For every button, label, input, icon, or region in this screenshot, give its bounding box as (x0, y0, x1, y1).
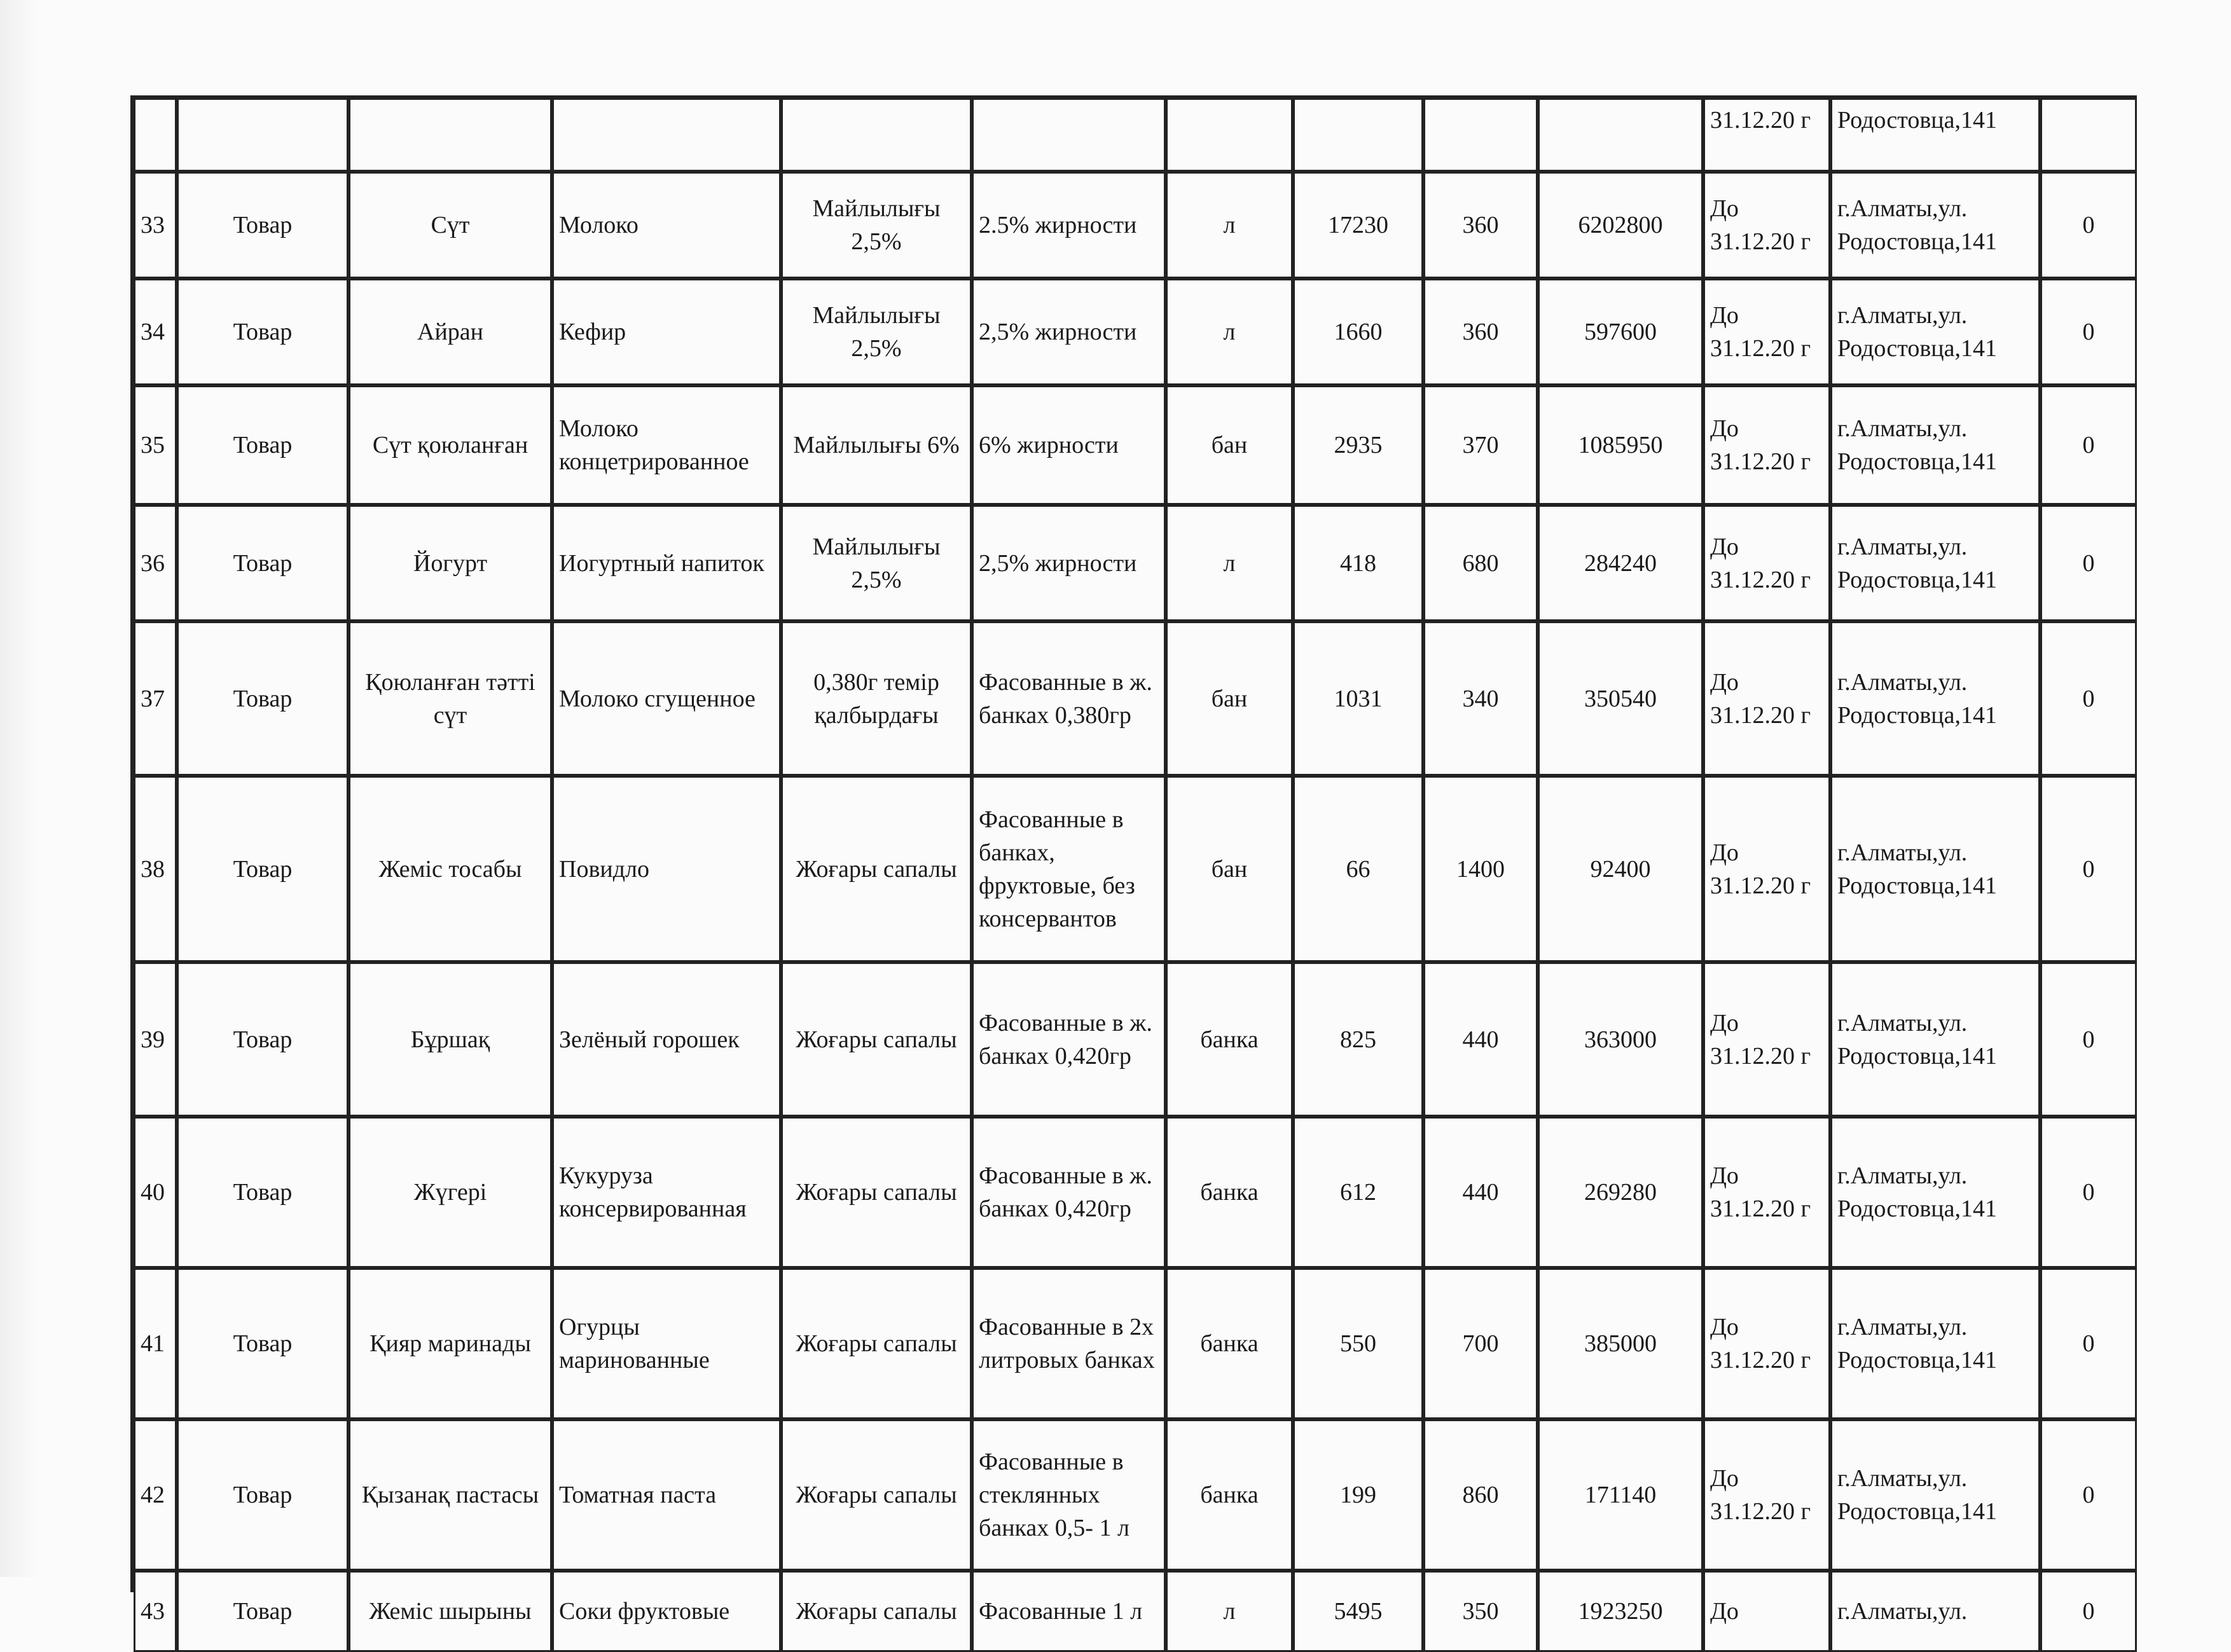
cell-term: 31.12.20 г (1703, 98, 1830, 172)
cell-qty: 1031 (1293, 621, 1423, 776)
cell-name-kz: Қоюланған тәтті сүт (349, 621, 552, 776)
cell-unit: л (1166, 279, 1293, 385)
cell-price: 360 (1423, 172, 1538, 279)
cell-name-ru: Молоко (552, 172, 781, 279)
cell-term: До 31.12.20 г (1703, 1268, 1830, 1419)
cell-unit: банка (1166, 962, 1293, 1117)
cell-unit: бан (1166, 621, 1293, 776)
cell-spec-ru: Фасованные 1 л (972, 1571, 1166, 1652)
cell-sum: 1923250 (1538, 1571, 1703, 1652)
cell-advance: 0 (2040, 172, 2137, 279)
cell-advance: 0 (2040, 279, 2137, 385)
cell-spec-kz: Жоғары сапалы (781, 776, 972, 962)
cell-name-ru: Томатная паста (552, 1419, 781, 1571)
cell-qty: 1660 (1293, 279, 1423, 385)
cell-spec-ru: Фасованные в стеклянных банках 0,5- 1 л (972, 1419, 1166, 1571)
cell-unit: л (1166, 1571, 1293, 1652)
cell-unit (1166, 98, 1293, 172)
cell-unit: л (1166, 172, 1293, 279)
cell-spec-ru: Фасованные в ж. банках 0,420гр (972, 962, 1166, 1117)
cell-type: Товар (177, 1117, 349, 1268)
table-row (134, 505, 2137, 621)
cell-place: г.Алматы,ул. Родостовца,141 (1830, 279, 2040, 385)
table-row (134, 98, 2137, 172)
cell-num: 37 (134, 621, 177, 776)
cell-name-ru: Зелёный горошек (552, 962, 781, 1117)
cell-sum: 92400 (1538, 776, 1703, 962)
table-row (134, 776, 2137, 962)
cell-term: До 31.12.20 г (1703, 962, 1830, 1117)
cell-spec-ru: 2,5% жирности (972, 279, 1166, 385)
cell-sum: 363000 (1538, 962, 1703, 1117)
cell-num: 42 (134, 1419, 177, 1571)
cell-advance: 0 (2040, 1419, 2137, 1571)
cell-price (1423, 98, 1538, 172)
cell-price: 350 (1423, 1571, 1538, 1652)
cell-price: 700 (1423, 1268, 1538, 1419)
cell-num: 43 (134, 1571, 177, 1652)
document-sheet (130, 95, 2137, 1625)
procurement-table (134, 98, 2137, 1652)
cell-type (177, 98, 349, 172)
cell-spec-kz: Жоғары сапалы (781, 1268, 972, 1419)
cell-name-kz: Жеміс тосабы (349, 776, 552, 962)
table-row (134, 621, 2137, 776)
cell-qty: 5495 (1293, 1571, 1423, 1652)
cell-spec-kz: 0,380г темір қалбырдағы (781, 621, 972, 776)
cell-type: Товар (177, 505, 349, 621)
cell-type: Товар (177, 172, 349, 279)
cell-name-ru: Соки фруктовые (552, 1571, 781, 1652)
cell-place: г.Алматы,ул. Родостовца,141 (1830, 385, 2040, 505)
cell-advance: 0 (2040, 505, 2137, 621)
cell-term: До 31.12.20 г (1703, 172, 1830, 279)
cell-term: До 31.12.20 г (1703, 621, 1830, 776)
cell-spec-kz: Жоғары сапалы (781, 962, 972, 1117)
cell-unit: банка (1166, 1268, 1293, 1419)
cell-advance: 0 (2040, 962, 2137, 1117)
cell-sum: 6202800 (1538, 172, 1703, 279)
cell-price: 860 (1423, 1419, 1538, 1571)
cell-term: До 31.12.20 г (1703, 1117, 1830, 1268)
cell-spec-kz: Жоғары сапалы (781, 1571, 972, 1652)
cell-term: До 31.12.20 г (1703, 385, 1830, 505)
cell-name-ru: Молоко сгущенное (552, 621, 781, 776)
cell-spec-ru: 2.5% жирности (972, 172, 1166, 279)
cell-place: г.Алматы,ул. Родостовца,141 (1830, 962, 2040, 1117)
cell-advance: 0 (2040, 776, 2137, 962)
cell-spec-ru: Фасованные в банках, фруктовые, без консервантов (972, 776, 1166, 962)
scan-edge-shadow (0, 0, 38, 1577)
table-row (134, 962, 2137, 1117)
cell-name-ru: Иогуртный напиток (552, 505, 781, 621)
cell-type: Товар (177, 776, 349, 962)
cell-name-ru (552, 98, 781, 172)
table-row (134, 279, 2137, 385)
cell-price: 360 (1423, 279, 1538, 385)
cell-place: г.Алматы,ул. (1830, 1571, 2040, 1652)
cell-name-kz: Сүт (349, 172, 552, 279)
cell-sum: 385000 (1538, 1268, 1703, 1419)
table-body (134, 98, 2137, 1652)
cell-qty: 612 (1293, 1117, 1423, 1268)
cell-advance: 0 (2040, 621, 2137, 776)
cell-place: г.Алматы,ул. Родостовца,141 (1830, 1419, 2040, 1571)
cell-advance: 0 (2040, 385, 2137, 505)
cell-name-ru: Огурцы маринованные (552, 1268, 781, 1419)
cell-type: Товар (177, 385, 349, 505)
table-row (134, 1117, 2137, 1268)
cell-term: До 31.12.20 г (1703, 505, 1830, 621)
cell-num: 38 (134, 776, 177, 962)
cell-place: г.Алматы,ул. Родостовца,141 (1830, 621, 2040, 776)
cell-num: 41 (134, 1268, 177, 1419)
cell-qty: 199 (1293, 1419, 1423, 1571)
cell-spec-ru (972, 98, 1166, 172)
cell-type: Товар (177, 621, 349, 776)
cell-name-kz: Айран (349, 279, 552, 385)
cell-spec-ru: 6% жирности (972, 385, 1166, 505)
cell-qty: 825 (1293, 962, 1423, 1117)
cell-type: Товар (177, 1571, 349, 1652)
cell-place: г.Алматы,ул. Родостовца,141 (1830, 776, 2040, 962)
cell-sum: 284240 (1538, 505, 1703, 621)
cell-qty: 17230 (1293, 172, 1423, 279)
cell-price: 680 (1423, 505, 1538, 621)
cell-price: 340 (1423, 621, 1538, 776)
cell-name-kz: Бұршақ (349, 962, 552, 1117)
cell-unit: л (1166, 505, 1293, 621)
cell-qty: 418 (1293, 505, 1423, 621)
cell-name-kz: Йогурт (349, 505, 552, 621)
cell-place: г.Алматы,ул. Родостовца,141 (1830, 1268, 2040, 1419)
cell-num: 36 (134, 505, 177, 621)
cell-sum: 597600 (1538, 279, 1703, 385)
cell-name-kz: Қызанақ пастасы (349, 1419, 552, 1571)
cell-qty: 2935 (1293, 385, 1423, 505)
cell-unit: банка (1166, 1419, 1293, 1571)
cell-num: 34 (134, 279, 177, 385)
cell-type: Товар (177, 962, 349, 1117)
cell-name-kz: Қияр маринады (349, 1268, 552, 1419)
cell-name-kz: Жүгері (349, 1117, 552, 1268)
cell-type: Товар (177, 279, 349, 385)
cell-price: 440 (1423, 1117, 1538, 1268)
cell-spec-kz: Майлылығы 6% (781, 385, 972, 505)
cell-type: Товар (177, 1419, 349, 1571)
table-row (134, 1419, 2137, 1571)
cell-sum: 1085950 (1538, 385, 1703, 505)
cell-advance: 0 (2040, 1117, 2137, 1268)
table-row (134, 1268, 2137, 1419)
cell-sum: 350540 (1538, 621, 1703, 776)
cell-spec-ru: Фасованные в 2х литровых банках (972, 1268, 1166, 1419)
cell-term: До 31.12.20 г (1703, 776, 1830, 962)
cell-num: 40 (134, 1117, 177, 1268)
cell-unit: бан (1166, 385, 1293, 505)
cell-place: г.Алматы,ул. Родостовца,141 (1830, 1117, 2040, 1268)
cell-qty: 66 (1293, 776, 1423, 962)
cell-term: До 31.12.20 г (1703, 1419, 1830, 1571)
cell-spec-kz: Жоғары сапалы (781, 1117, 972, 1268)
cell-place: Родостовца,141 (1830, 98, 2040, 172)
table-row (134, 1571, 2137, 1652)
cell-spec-ru: Фасованные в ж. банках 0,420гр (972, 1117, 1166, 1268)
cell-spec-kz: Майлылығы 2,5% (781, 279, 972, 385)
table-row (134, 385, 2137, 505)
cell-spec-ru: 2,5% жирности (972, 505, 1166, 621)
cell-spec-kz (781, 98, 972, 172)
cell-term: До (1703, 1571, 1830, 1652)
cell-num (134, 98, 177, 172)
cell-name-ru: Кукуруза консервированная (552, 1117, 781, 1268)
cell-price: 1400 (1423, 776, 1538, 962)
cell-term: До 31.12.20 г (1703, 279, 1830, 385)
cell-place: г.Алматы,ул. Родостовца,141 (1830, 172, 2040, 279)
cell-unit: банка (1166, 1117, 1293, 1268)
cell-num: 35 (134, 385, 177, 505)
cell-name-ru: Кефир (552, 279, 781, 385)
cell-spec-ru: Фасованные в ж. банках 0,380гр (972, 621, 1166, 776)
cell-spec-kz: Майлылығы 2,5% (781, 172, 972, 279)
cell-type: Товар (177, 1268, 349, 1419)
cell-qty: 550 (1293, 1268, 1423, 1419)
cell-qty (1293, 98, 1423, 172)
cell-sum: 171140 (1538, 1419, 1703, 1571)
cell-name-kz (349, 98, 552, 172)
cell-sum: 269280 (1538, 1117, 1703, 1268)
cell-sum (1538, 98, 1703, 172)
table-row (134, 172, 2137, 279)
cell-name-ru: Повидло (552, 776, 781, 962)
cell-advance: 0 (2040, 1571, 2137, 1652)
cell-price: 370 (1423, 385, 1538, 505)
cell-unit: бан (1166, 776, 1293, 962)
cell-spec-kz: Жоғары сапалы (781, 1419, 972, 1571)
cell-advance: 0 (2040, 1268, 2137, 1419)
cell-name-kz: Жеміс шырыны (349, 1571, 552, 1652)
cell-name-kz: Сүт қоюланған (349, 385, 552, 505)
cell-name-ru: Молоко концетрированное (552, 385, 781, 505)
cell-place: г.Алматы,ул. Родостовца,141 (1830, 505, 2040, 621)
cell-price: 440 (1423, 962, 1538, 1117)
cell-num: 39 (134, 962, 177, 1117)
cell-advance (2040, 98, 2137, 172)
cell-spec-kz: Майлылығы 2,5% (781, 505, 972, 621)
cell-num: 33 (134, 172, 177, 279)
